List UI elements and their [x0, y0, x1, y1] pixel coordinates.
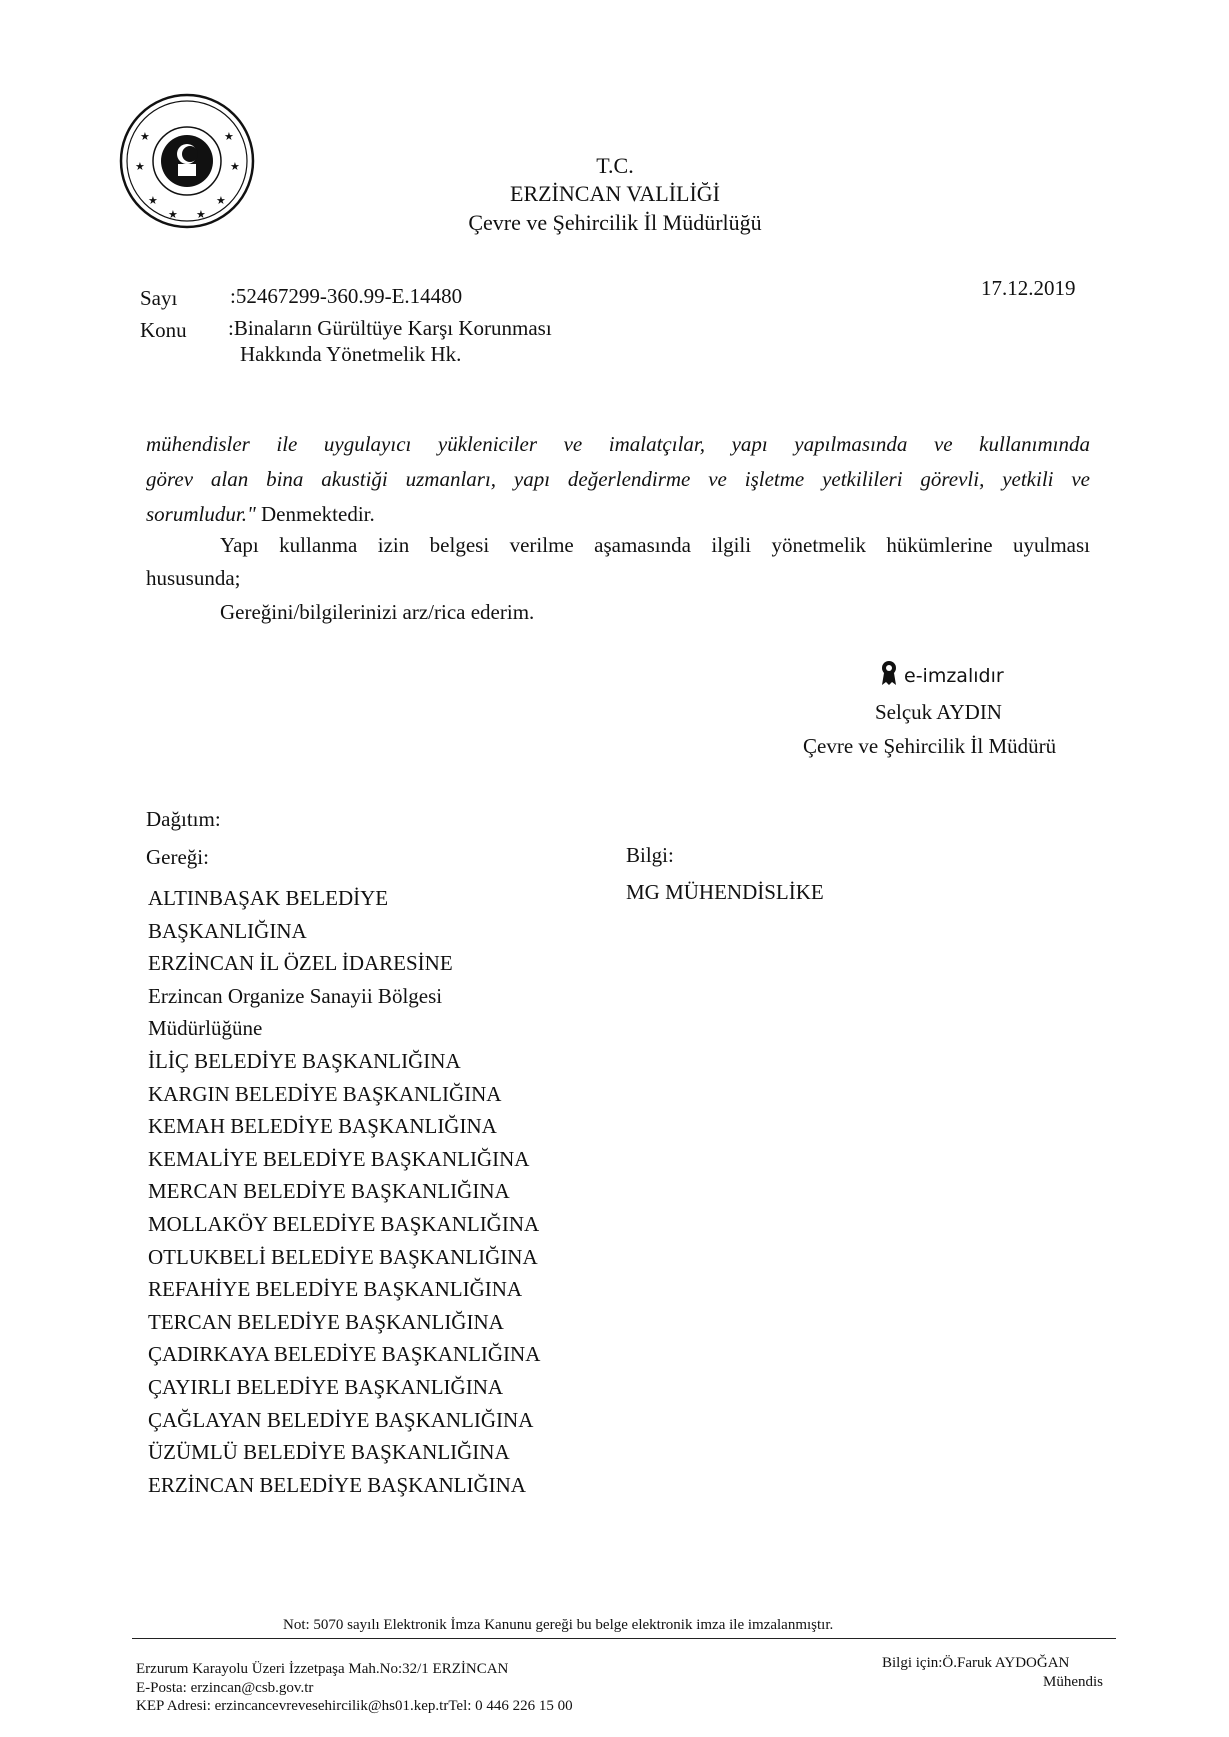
geregi-label: Gereği: [146, 845, 209, 869]
svg-text:★: ★ [140, 130, 150, 143]
sayi-label: Sayı [140, 286, 178, 310]
footer-kep: KEP Adresi: erzincancevrevesehircilik@hs01.kep.trTel: 0 446 226 15 00 [136, 1698, 573, 1714]
list-item: Erzincan Organize Sanayii Bölgesi [148, 983, 443, 1008]
list-item: OTLUKBELİ BELEDİYE BAŞKANLIĞINA [148, 1244, 538, 1269]
footer-address: Erzurum Karayolu Üzeri İzzetpaşa Mah.No:32/1 ERZİNCAN [136, 1661, 509, 1677]
list-item: TERCAN BELEDİYE BAŞKANLIĞINA [148, 1309, 504, 1334]
list-item: KEMAH BELEDİYE BAŞKANLIĞINA [148, 1114, 497, 1139]
bilgi-list-item: MG MÜHENDİSLİKE [626, 880, 824, 904]
geregi-list [148, 882, 540, 1501]
header-tc: T.C. [596, 153, 634, 178]
body-line-3 [146, 502, 375, 527]
list-item: REFAHİYE BELEDİYE BAŞKANLIĞINA [148, 1277, 523, 1302]
header-mudurluk: Çevre ve Şehircilik İl Müdürlüğü [468, 210, 762, 235]
list-item: MOLLAKÖY BELEDİYE BAŞKANLIĞINA [148, 1211, 540, 1236]
svg-text:★: ★ [224, 130, 234, 143]
list-item: KARGIN BELEDİYE BAŞKANLIĞINA [148, 1081, 502, 1106]
footer-email: E-Posta: erzincan@csb.gov.tr [136, 1680, 314, 1696]
body-line-6: Gereğini/bilgilerinizi arz/rica ederim. [220, 600, 535, 624]
body-line-4: Yapı kullanma izin belgesi verilme aşamasında ilgili yönetmelik hükümlerine uyulması [220, 533, 1090, 557]
body-line-1: mühendisler ile uygulayıcı yükleniciler ve imalatçılar, yapı yapılmasında ve kullanımında [146, 432, 1090, 456]
list-item: KEMALİYE BELEDİYE BAŞKANLIĞINA [148, 1146, 530, 1171]
ministry-seal [118, 92, 256, 230]
sayi-value: :52467299-360.99-E.14480 [230, 284, 463, 308]
footer-info-person: Bilgi için:Ö.Faruk AYDOĞAN [882, 1655, 1070, 1671]
esign-label: e-imzalıdır [904, 665, 1004, 687]
list-item: İLİÇ BELEDİYE BAŞKANLIĞINA [148, 1048, 461, 1073]
svg-text:★: ★ [216, 194, 226, 207]
dagitim-heading: Dağıtım: [146, 807, 221, 831]
list-item: BAŞKANLIĞINA [148, 918, 307, 943]
list-item: ERZİNCAN BELEDİYE BAŞKANLIĞINA [148, 1472, 526, 1497]
list-item: MERCAN BELEDİYE BAŞKANLIĞINA [148, 1179, 510, 1204]
svg-text:★: ★ [168, 208, 178, 221]
list-item: ÇADIRKAYA BELEDİYE BAŞKANLIĞINA [148, 1342, 541, 1367]
body-quote-end: sorumludur." [146, 502, 256, 526]
list-item: Müdürlüğüne [148, 1016, 263, 1041]
footer-note: Not: 5070 sayılı Elektronik İmza Kanunu gereği bu belge elektronik imza ile imzalanmıştır. [283, 1617, 834, 1633]
list-item: ALTINBAŞAK BELEDİYE [148, 886, 389, 910]
bilgi-label: Bilgi: [626, 843, 674, 867]
footer-info-title: Mühendis [1043, 1674, 1103, 1690]
svg-text:★: ★ [196, 208, 206, 221]
konu-label: Konu [140, 318, 187, 342]
esign-block [880, 660, 1004, 691]
body-line-2: görev alan bina akustiği uzmanları, yapı değerlendirme ve işletme yetkilileri görevli, yetkili ve [146, 467, 1090, 491]
signer-name: Selçuk AYDIN [875, 700, 1002, 724]
list-item: ÇAYIRLI BELEDİYE BAŞKANLIĞINA [148, 1374, 504, 1399]
konu-line-2: Hakkında Yönetmelik Hk. [240, 342, 462, 366]
seal-emblem-icon [118, 92, 256, 230]
list-item: ERZİNCAN İL ÖZEL İDARESİNE [148, 951, 453, 976]
konu-line-1: :Binaların Gürültüye Karşı Korunması [228, 316, 552, 340]
header-valilik: ERZİNCAN VALİLİĞİ [510, 181, 720, 206]
body-denmektedir: Denmektedir. [255, 502, 375, 526]
svg-text:★: ★ [135, 160, 145, 173]
svg-text:★: ★ [148, 194, 158, 207]
list-item: ÇAĞLAYAN BELEDİYE BAŞKANLIĞINA [148, 1407, 534, 1432]
svg-text:★: ★ [230, 160, 240, 173]
list-item: ÜZÜMLÜ BELEDİYE BAŞKANLIĞINA [148, 1440, 510, 1465]
document-date: 17.12.2019 [981, 276, 1076, 300]
body-line-5: hususunda; [146, 566, 241, 590]
footer-divider [132, 1638, 1116, 1639]
signer-title: Çevre ve Şehircilik İl Müdürü [803, 734, 1057, 758]
esign-ribbon-icon [880, 660, 898, 691]
